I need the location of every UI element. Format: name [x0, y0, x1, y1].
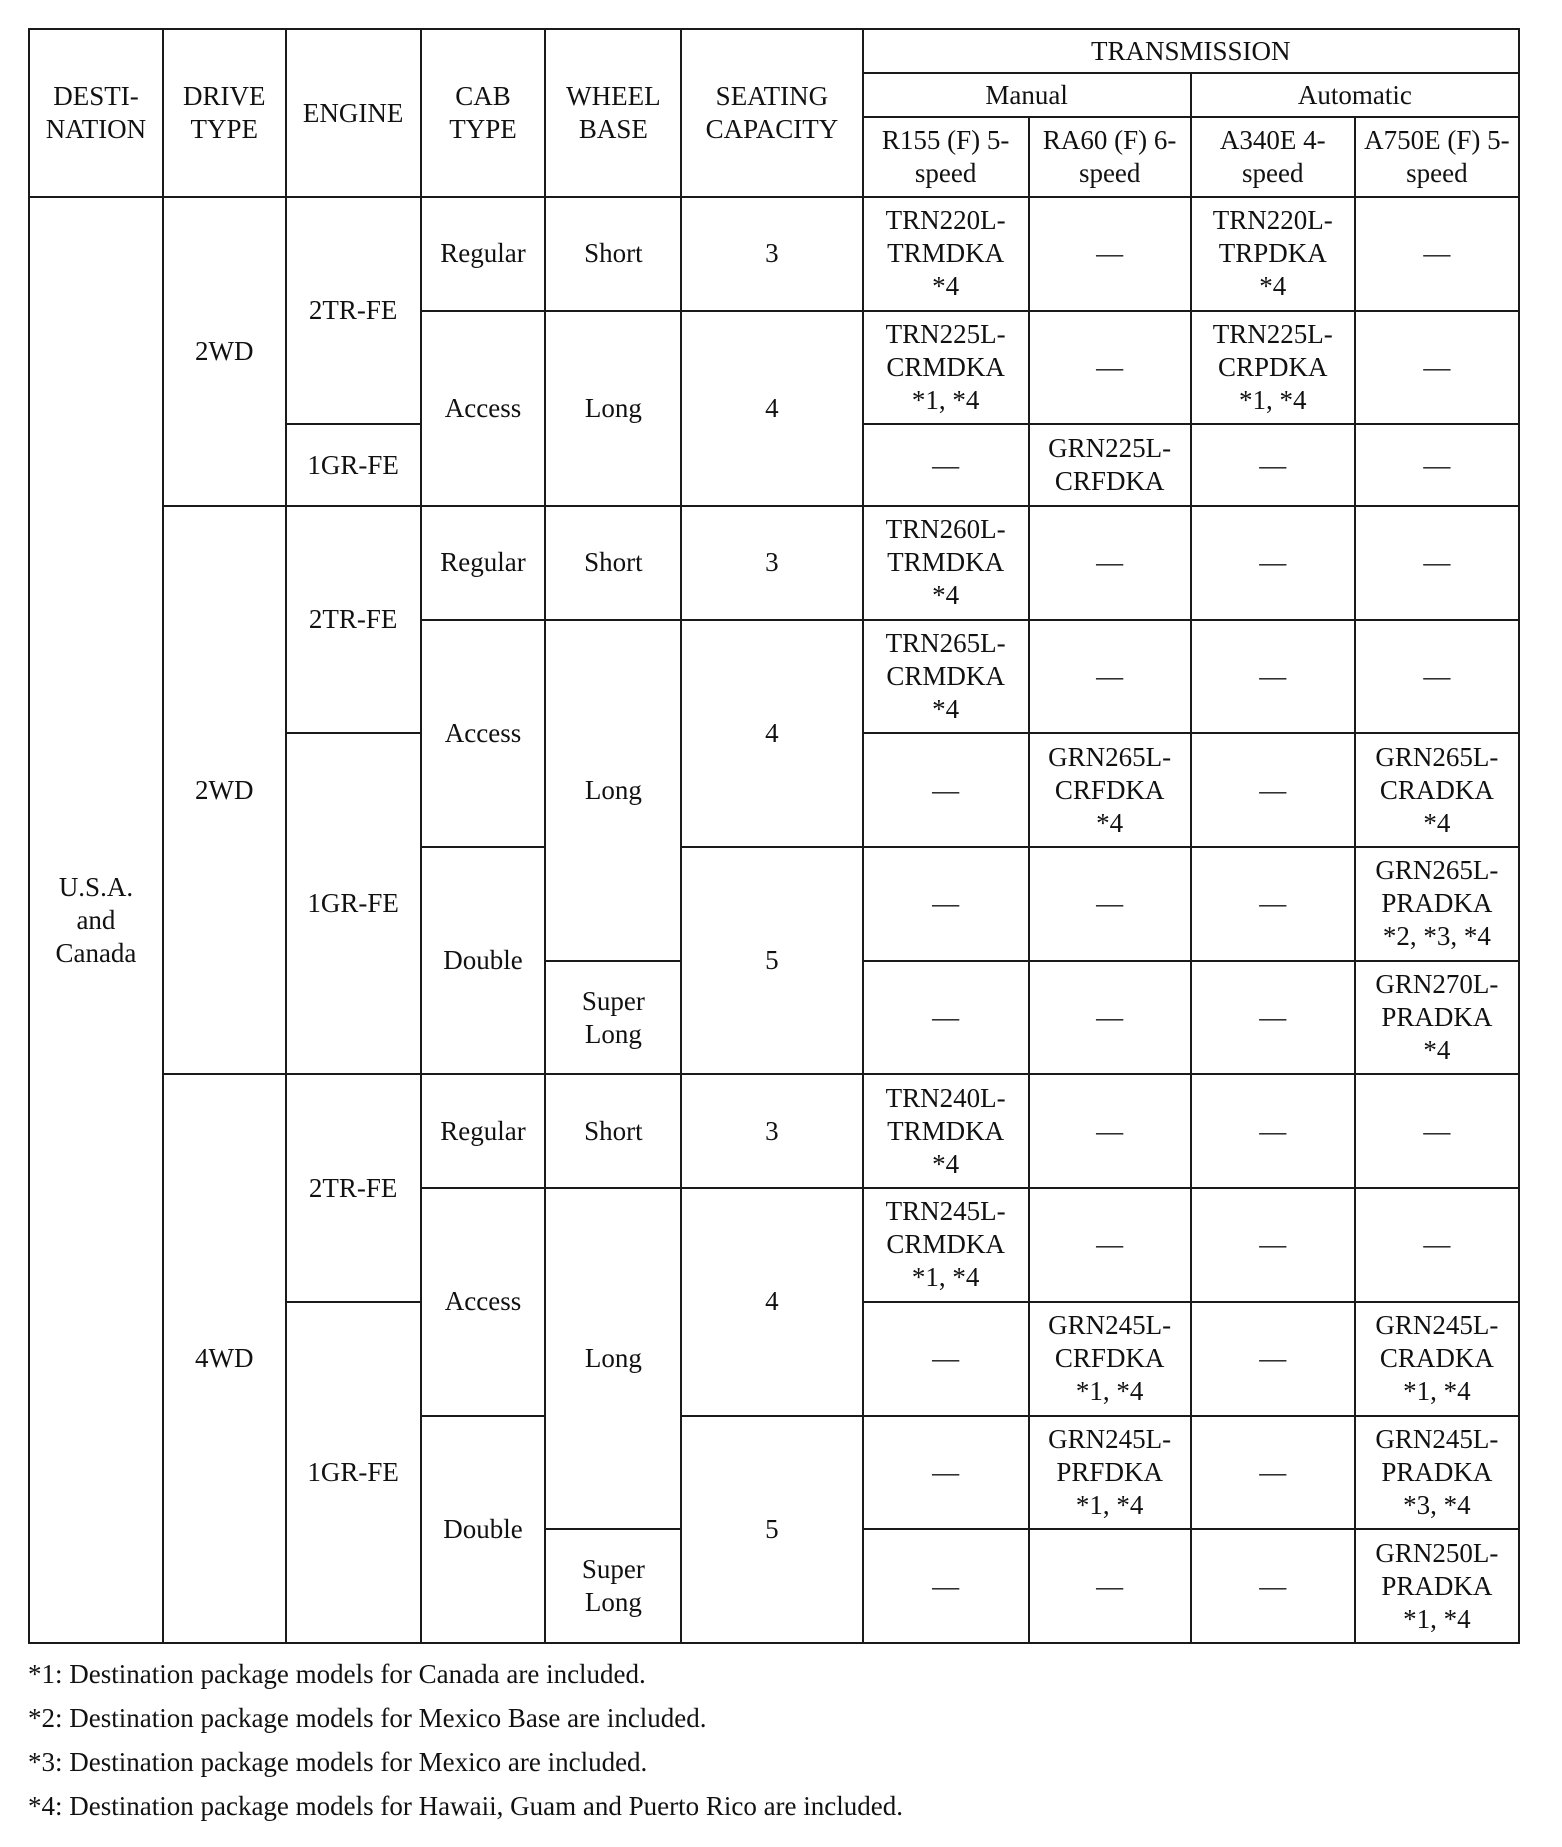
header-wheel-base: WHEEL BASE: [545, 29, 681, 197]
seating-cell: 3: [681, 1074, 862, 1188]
cab-type-cell: Access: [421, 1188, 546, 1415]
model-cell: —: [863, 1529, 1029, 1643]
model-cell: —: [863, 1416, 1029, 1530]
wheel-base-cell: Short: [545, 197, 681, 311]
header-r155: R155 (F) 5-speed: [863, 117, 1029, 197]
model-cell: TRN225L- CRMDKA *1, *4: [863, 311, 1029, 425]
model-cell: —: [1191, 1529, 1355, 1643]
model-cell: —: [863, 961, 1029, 1075]
wheel-base-cell: Super Long: [545, 961, 681, 1075]
model-cell: —: [1029, 1188, 1191, 1302]
model-cell: —: [1355, 620, 1519, 734]
drive-type-cell: 4WD: [163, 1074, 286, 1643]
footnote-4: *4: Destination package models for Hawaii, Guam and Puerto Rico are included.: [28, 1791, 903, 1821]
wheel-base-cell: Long: [545, 1188, 681, 1529]
model-cell: —: [1029, 1529, 1191, 1643]
model-cell: GRN270L- PRADKA *4: [1355, 961, 1519, 1075]
model-cell: —: [1191, 506, 1355, 620]
model-cell: —: [1029, 620, 1191, 734]
model-cell: GRN265L- PRADKA *2, *3, *4: [1355, 847, 1519, 961]
destination-cell: U.S.A. and Canada: [29, 197, 163, 1643]
header-cab-type: CAB TYPE: [421, 29, 546, 197]
cab-type-cell: Access: [421, 311, 546, 506]
header-automatic: Automatic: [1191, 73, 1519, 117]
model-cell: —: [1029, 847, 1191, 961]
wheel-base-cell: Super Long: [545, 1529, 681, 1643]
model-cell: —: [1029, 197, 1191, 311]
model-cell: GRN265L- CRFDKA *4: [1029, 733, 1191, 847]
model-cell: —: [1191, 1302, 1355, 1416]
model-cell: —: [1191, 733, 1355, 847]
seating-cell: 5: [681, 847, 862, 1074]
engine-cell: 2TR-FE: [286, 197, 421, 424]
model-cell: TRN245L- CRMDKA *1, *4: [863, 1188, 1029, 1302]
wheel-base-cell: Short: [545, 506, 681, 620]
header-a750e: A750E (F) 5-speed: [1355, 117, 1519, 197]
seating-cell: 4: [681, 620, 862, 847]
wheel-base-cell: Long: [545, 311, 681, 506]
model-cell: —: [1191, 1074, 1355, 1188]
engine-cell: 1GR-FE: [286, 733, 421, 1074]
model-code-table: [28, 28, 1520, 1644]
model-cell: GRN245L- CRADKA *1, *4: [1355, 1302, 1519, 1416]
model-cell: TRN225L- CRPDKA *1, *4: [1191, 311, 1355, 425]
model-cell: GRN245L- CRFDKA *1, *4: [1029, 1302, 1191, 1416]
model-cell: GRN250L- PRADKA *1, *4: [1355, 1529, 1519, 1643]
model-cell: —: [863, 1302, 1029, 1416]
engine-cell: 2TR-FE: [286, 506, 421, 733]
cab-type-cell: Regular: [421, 506, 546, 620]
engine-cell: 1GR-FE: [286, 1302, 421, 1643]
header-ra60: RA60 (F) 6-speed: [1029, 117, 1191, 197]
model-cell: —: [1355, 311, 1519, 425]
cab-type-cell: Regular: [421, 197, 546, 311]
footnote-2: *2: Destination package models for Mexico Base are included.: [28, 1703, 707, 1733]
header-engine: ENGINE: [286, 29, 421, 197]
model-cell: TRN220L- TRPDKA *4: [1191, 197, 1355, 311]
model-cell: —: [1191, 620, 1355, 734]
seating-cell: 5: [681, 1416, 862, 1643]
footnote-1: *1: Destination package models for Canada are included.: [28, 1659, 646, 1689]
model-cell: —: [1355, 197, 1519, 311]
model-cell: —: [1191, 961, 1355, 1075]
model-cell: —: [1029, 506, 1191, 620]
header-transmission: TRANSMISSION: [863, 29, 1519, 73]
cab-type-cell: Access: [421, 620, 546, 847]
model-cell: —: [1355, 1074, 1519, 1188]
cab-type-cell: Double: [421, 847, 546, 1074]
seating-cell: 4: [681, 311, 862, 506]
model-cell: —: [1355, 506, 1519, 620]
model-cell: —: [1029, 1074, 1191, 1188]
model-cell: TRN265L- CRMDKA *4: [863, 620, 1029, 734]
seating-cell: 3: [681, 506, 862, 620]
header-a340e: A340E 4-speed: [1191, 117, 1355, 197]
engine-cell: 1GR-FE: [286, 424, 421, 506]
header-destination: DESTI- NATION: [29, 29, 163, 197]
model-cell: —: [863, 733, 1029, 847]
model-cell: —: [1029, 311, 1191, 425]
model-cell: TRN240L- TRMDKA *4: [863, 1074, 1029, 1188]
model-cell: —: [1355, 1188, 1519, 1302]
header-drive-type: DRIVE TYPE: [163, 29, 286, 197]
wheel-base-cell: Short: [545, 1074, 681, 1188]
model-cell: —: [1191, 847, 1355, 961]
footnote-3: *3: Destination package models for Mexico are included.: [28, 1747, 648, 1777]
cab-type-cell: Double: [421, 1416, 546, 1643]
drive-type-cell: 2WD: [163, 506, 286, 1075]
model-cell: —: [1191, 424, 1355, 506]
drive-type-cell: 2WD: [163, 197, 286, 506]
model-cell: —: [1191, 1188, 1355, 1302]
model-cell: GRN265L- CRADKA *4: [1355, 733, 1519, 847]
model-cell: —: [1029, 961, 1191, 1075]
cab-type-cell: Regular: [421, 1074, 546, 1188]
engine-cell: 2TR-FE: [286, 1074, 421, 1301]
model-cell: GRN245L- PRFDKA *1, *4: [1029, 1416, 1191, 1530]
model-cell: TRN260L- TRMDKA *4: [863, 506, 1029, 620]
model-cell: —: [863, 424, 1029, 506]
model-cell: —: [1191, 1416, 1355, 1530]
model-cell: GRN245L- PRADKA *3, *4: [1355, 1416, 1519, 1530]
header-manual: Manual: [863, 73, 1191, 117]
seating-cell: 4: [681, 1188, 862, 1415]
model-cell: —: [863, 847, 1029, 961]
model-cell: —: [1355, 424, 1519, 506]
model-cell: TRN220L- TRMDKA *4: [863, 197, 1029, 311]
seating-cell: 3: [681, 197, 862, 311]
wheel-base-cell: Long: [545, 620, 681, 961]
header-seating-capacity: SEATING CAPACITY: [681, 29, 862, 197]
model-cell: GRN225L- CRFDKA: [1029, 424, 1191, 506]
footnotes: [28, 1652, 1528, 1828]
